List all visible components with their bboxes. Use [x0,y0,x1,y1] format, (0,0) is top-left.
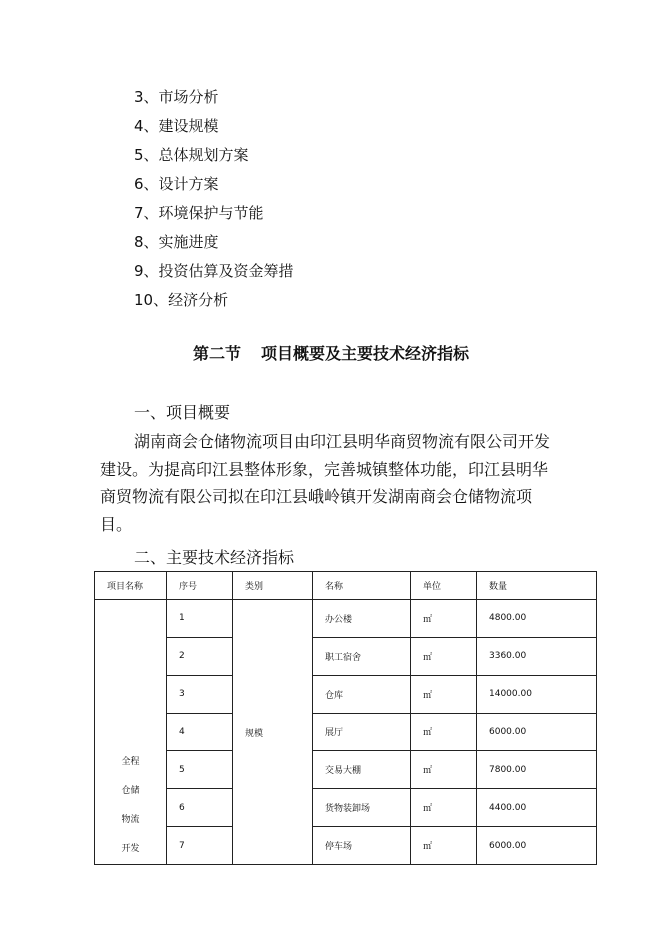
header-cell: 单位 [411,572,477,600]
row-number: 6 [167,789,233,827]
header-cell: 数量 [477,572,597,600]
row-name: 停车场 [313,827,411,865]
table-row [95,827,597,865]
row-unit: ㎡ [411,827,477,865]
project-name-cell [95,600,167,865]
table-row [95,600,597,638]
row-name: 展厅 [313,713,411,751]
toc-item: 3、市场分析 [134,88,219,106]
indicators-table [94,571,597,865]
row-number: 4 [167,713,233,751]
table-header-row [95,572,597,600]
tech-indicators-heading: 二、主要技术经济指标 [134,548,295,567]
table-of-contents [134,83,294,315]
project-name-line: 开发 [121,844,140,854]
project-name-line: 物流 [121,815,140,825]
row-unit: ㎡ [411,600,477,638]
toc-item: 9、投资估算及资金筹措 [134,262,294,280]
row-name: 仓库 [313,675,411,713]
row-name: 交易大棚 [313,751,411,789]
row-name: 办公楼 [313,600,411,638]
row-quantity: 6000.00 [477,827,597,865]
table-row [95,713,597,751]
row-number: 1 [167,600,233,638]
row-name: 职工宿舍 [313,637,411,675]
header-cell: 类别 [233,572,313,600]
category-cell: 规模 [233,600,313,865]
toc-item: 5、总体规划方案 [134,146,249,164]
table-row [95,751,597,789]
section-title: 项目概要及主要技术经济指标 [261,344,470,363]
header-cell: 项目名称 [95,572,167,600]
toc-item: 7、环境保护与节能 [134,204,264,222]
row-unit: ㎡ [411,713,477,751]
overview-heading: 一、项目概要 [134,403,231,422]
toc-item: 10、经济分析 [134,291,229,309]
row-number: 7 [167,827,233,865]
row-quantity: 6000.00 [477,713,597,751]
table-row [95,789,597,827]
row-unit: ㎡ [411,675,477,713]
row-number: 3 [167,675,233,713]
header-cell: 序号 [167,572,233,600]
row-quantity: 4800.00 [477,600,597,638]
row-unit: ㎡ [411,637,477,675]
row-number: 2 [167,637,233,675]
row-quantity: 3360.00 [477,637,597,675]
row-quantity: 4400.00 [477,789,597,827]
table-row [95,675,597,713]
project-name-line: 全程 [121,757,140,767]
toc-item: 4、建设规模 [134,117,219,135]
row-number: 5 [167,751,233,789]
row-name: 货物装卸场 [313,789,411,827]
toc-item: 8、实施进度 [134,233,219,251]
section-number: 第二节 [192,344,241,363]
row-unit: ㎡ [411,789,477,827]
row-unit: ㎡ [411,751,477,789]
toc-item: 6、设计方案 [134,175,219,193]
section-heading [0,342,662,366]
overview-paragraph: 湖南商会仓储物流项目由印江县明华商贸物流有限公司开发建设。为提高印江县整体形象，完善城镇整体功能，印江县明华商贸物流有限公司拟在印江县峨岭镇开发湖南商会仓储物流项目。 [100,432,551,535]
table-row [95,637,597,675]
project-name-line: 仓储 [121,786,140,796]
header-cell: 名称 [313,572,411,600]
row-quantity: 7800.00 [477,751,597,789]
row-quantity: 14000.00 [477,675,597,713]
